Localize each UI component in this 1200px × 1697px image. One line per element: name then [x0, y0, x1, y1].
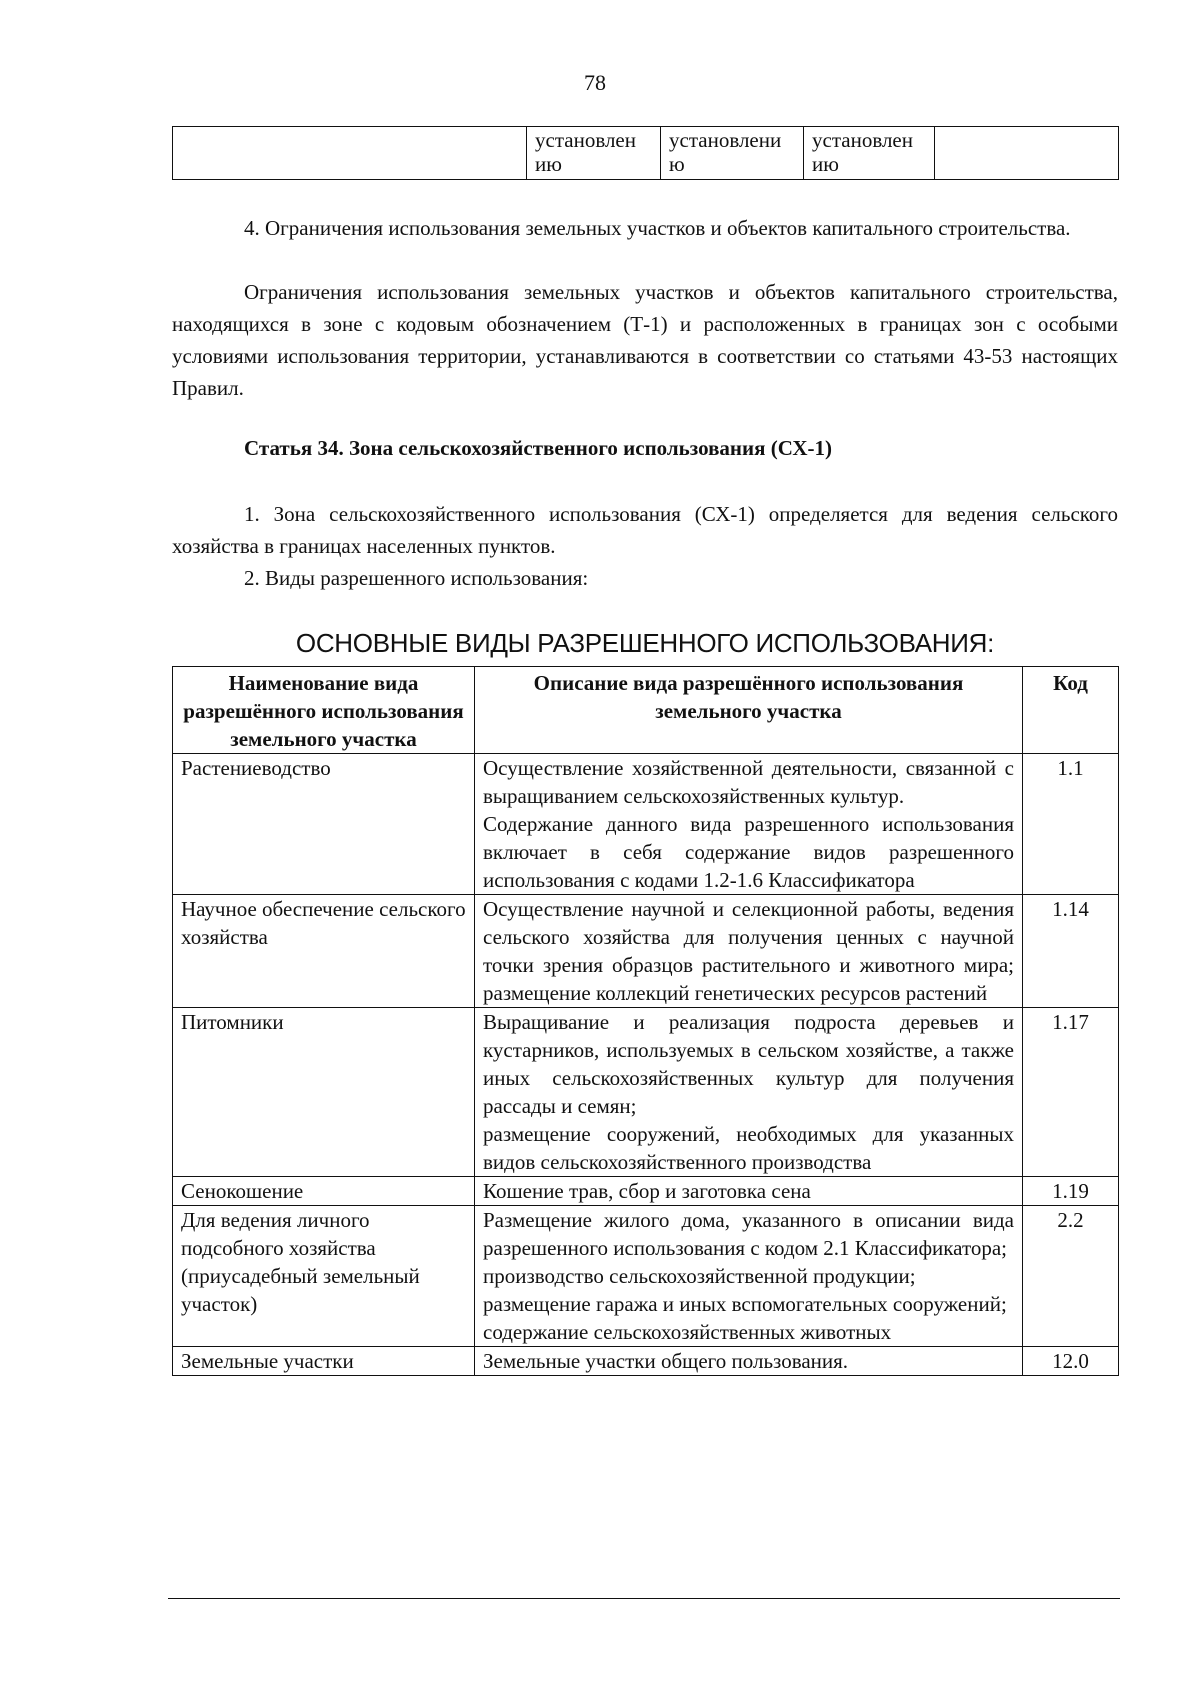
table-cell: установлен ию — [804, 127, 935, 180]
row-code: 12.0 — [1023, 1347, 1119, 1376]
table-row — [173, 127, 1119, 180]
section-4-heading: 4. Ограничения использования земельных участков и объектов капитального строительства. — [244, 216, 1071, 240]
table-cell: установлен ию — [527, 127, 661, 180]
row-code: 1.1 — [1023, 754, 1119, 895]
description-line: Выращивание и реализация подроста деревьев и кустарников, используемых в сельском хозяйстве, а также иных сельскохозяйственных культур для получения рассады и семян; — [483, 1010, 1014, 1118]
row-name: Сенокошение — [173, 1177, 475, 1206]
table-title: ОСНОВНЫЕ ВИДЫ РАЗРЕШЕННОГО ИСПОЛЬЗОВАНИЯ: — [295, 628, 995, 658]
description-line: производство сельскохозяйственной продукции; — [483, 1264, 916, 1288]
description-line: Размещение жилого дома, указанного в описании вида разрешенного использования с кодом 2.1 Классификатора; — [483, 1208, 1014, 1260]
table-cell — [173, 127, 527, 180]
table-cell — [935, 127, 1119, 180]
row-code: 1.19 — [1023, 1177, 1119, 1206]
row-name: Растениеводство — [173, 754, 475, 895]
table-row — [173, 754, 1119, 895]
row-description — [475, 754, 1023, 895]
row-name: Для ведения личного подсобного хозяйства (приусадебный земельный участок) — [173, 1206, 475, 1347]
row-code: 2.2 — [1023, 1206, 1119, 1347]
description-line: Содержание данного вида разрешенного использования включает в себя содержание видов разрешенного использования с кодами 1.2-1.6 Классификатора — [483, 812, 1014, 892]
description-line: размещение гаража и иных вспомогательных сооружений; — [483, 1292, 1007, 1316]
table-row — [173, 1347, 1119, 1376]
article-paragraph-1: 1. Зона сельскохозяйственного использования (СХ-1) определяется для ведения сельского хозяйства в границах населенных пунктов. — [172, 502, 1118, 558]
description-line: содержание сельскохозяйственных животных — [483, 1320, 892, 1344]
section-4-body: Ограничения использования земельных участков и объектов капитального строительства, находящихся в зоне с кодовым обозначением (Т-1) и расположенных в границах зон с особыми условиями использования территории, устанавливаются в соответствии со статьями 43-53 настоящих Правил. — [172, 280, 1118, 400]
continuation-table — [172, 126, 1119, 180]
table-header-row — [173, 667, 1119, 754]
row-description — [475, 1206, 1023, 1347]
description-line: размещение сооружений, необходимых для указанных видов сельскохозяйственного производства — [483, 1122, 1014, 1174]
table-row — [173, 1008, 1119, 1177]
row-description: Кошение трав, сбор и заготовка сена — [475, 1177, 1023, 1206]
row-name: Земельные участки — [173, 1347, 475, 1376]
header-code: Код — [1023, 667, 1119, 754]
permitted-uses-table — [172, 666, 1119, 1376]
table-row — [173, 1177, 1119, 1206]
header-description: Описание вида разрешённого использования земельного участка — [475, 667, 1023, 754]
row-description — [475, 1008, 1023, 1177]
row-description: Осуществление научной и селекционной работы, ведения сельского хозяйства для получения ценных с научной точки зрения образцов растительного и животного мира; размещение коллекций генетических ресурсов растений — [475, 895, 1023, 1008]
table-cell: установлени ю — [661, 127, 804, 180]
page-number: 78 — [584, 70, 606, 95]
footer-divider — [168, 1598, 1120, 1599]
article-paragraph-2: 2. Виды разрешенного использования: — [244, 566, 589, 590]
row-code: 1.17 — [1023, 1008, 1119, 1177]
table-row — [173, 895, 1119, 1008]
header-name: Наименование вида разрешённого использования земельного участка — [173, 667, 475, 754]
row-code: 1.14 — [1023, 895, 1119, 1008]
row-name: Питомники — [173, 1008, 475, 1177]
description-line: Осуществление хозяйственной деятельности, связанной с выращиванием сельскохозяйственных культур. — [483, 756, 1014, 808]
row-description: Земельные участки общего пользования. — [475, 1347, 1023, 1376]
row-name: Научное обеспечение сельского хозяйства — [173, 895, 475, 1008]
article-title: Статья 34. Зона сельскохозяйственного использования (СХ-1) — [244, 436, 832, 460]
table-row — [173, 1206, 1119, 1347]
